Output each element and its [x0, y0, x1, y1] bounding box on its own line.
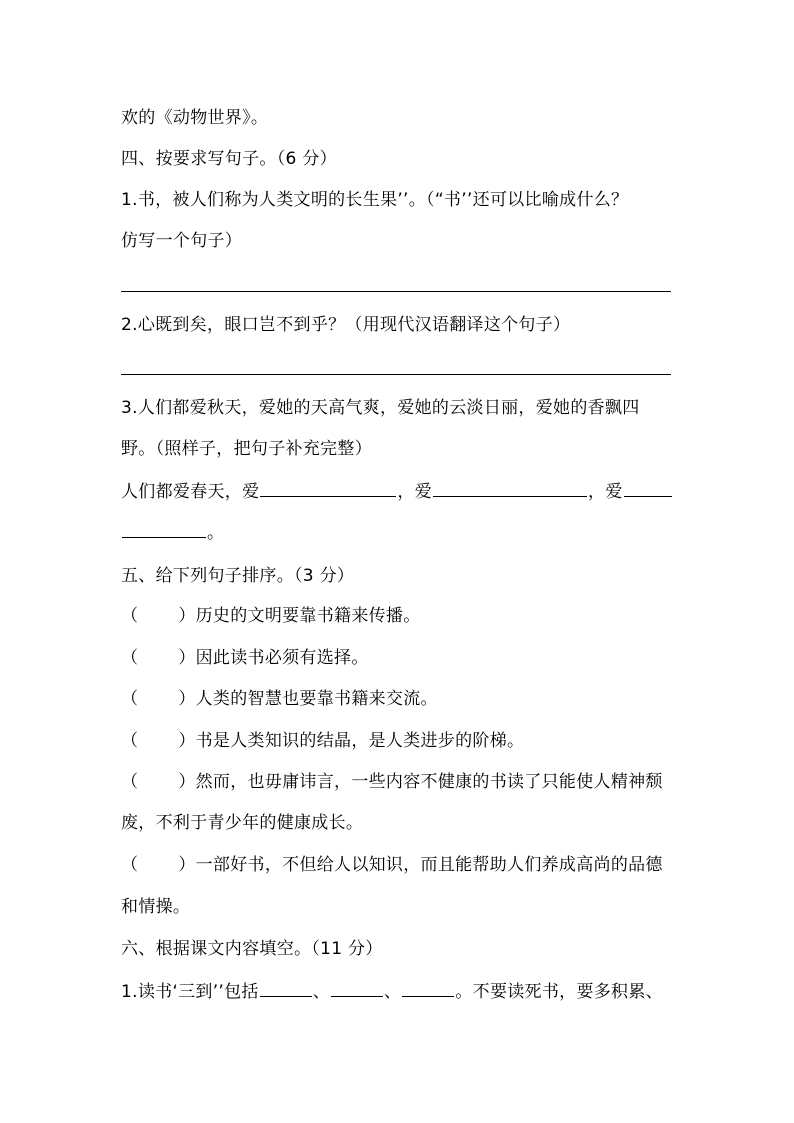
fill-prefix: 1.读书‘三到’’包括	[121, 982, 259, 1002]
order-bracket-open: （	[121, 689, 139, 709]
order-item-4	[121, 729, 524, 753]
answer-line-1[interactable]	[121, 291, 671, 292]
order-bracket-close: ）	[178, 606, 196, 626]
order-item-6	[121, 853, 663, 877]
order-bracket-close: ）	[178, 731, 196, 751]
order-bracket-open: （	[121, 772, 139, 792]
question-6-1-fill-line	[121, 979, 663, 1004]
fill-blank-3[interactable]	[402, 979, 454, 997]
fill-sep: ，爱	[588, 482, 623, 502]
order-item-text: 人类的智慧也要靠书籍来交流。	[195, 689, 438, 709]
question-3-text-cont: 野。（照样子，把句子补充完整）	[121, 439, 372, 459]
order-item-1	[121, 604, 421, 628]
question-1-text-cont: 仿写一个句子）	[121, 231, 243, 251]
fill-sep: 、	[312, 982, 331, 1002]
order-bracket-close: ）	[178, 648, 196, 668]
fill-end: 。	[207, 523, 225, 543]
fill-blank-3[interactable]	[624, 479, 672, 497]
order-item-text: 因此读书必须有选择。	[195, 648, 369, 668]
question-1-text: 1.书，被人们称为人类文明的长生果’’。（“书’’还可以比喻成什么？	[121, 190, 629, 210]
order-bracket-open: （	[121, 731, 139, 751]
order-bracket-close: ）	[178, 855, 196, 875]
text-line: 欢的《动物世界》。	[121, 108, 269, 128]
order-item-3	[121, 687, 438, 711]
order-item-text: 一部好书，不但给人以知识，而且能帮助人们养成高尚的品德	[195, 855, 663, 875]
fill-blank-1[interactable]	[260, 979, 312, 997]
fill-sep: ，爱	[397, 482, 433, 502]
order-item-6-cont: 和情操。	[121, 897, 191, 917]
order-bracket-open: （	[121, 606, 139, 626]
order-item-text: 然而，也毋庸讳言，一些内容不健康的书读了只能使人精神颓	[195, 772, 663, 792]
order-item-5-cont: 废，不利于青少年的健康成长。	[121, 813, 364, 833]
order-bracket-open: （	[121, 855, 139, 875]
order-bracket-open: （	[121, 648, 139, 668]
section-four-heading: 四、按要求写句子。（6 分）	[121, 149, 337, 169]
fill-sep: 、	[384, 982, 402, 1002]
fill-blank-3-cont[interactable]	[122, 520, 206, 538]
fill-blank-1[interactable]	[260, 479, 396, 497]
order-item-text: 书是人类知识的结晶，是人类进步的阶梯。	[195, 731, 525, 751]
answer-line-2[interactable]	[121, 374, 671, 375]
order-bracket-close: ）	[178, 772, 196, 792]
fill-blank-2[interactable]	[331, 979, 383, 997]
order-bracket-close: ）	[178, 689, 196, 709]
fill-blank-2[interactable]	[433, 479, 587, 497]
fill-prefix: 人们都爱春天，爱	[121, 482, 260, 502]
question-3-fill-line-cont	[121, 520, 224, 545]
order-item-2	[121, 646, 369, 670]
question-2-text: 2.心既到矣，眼口岂不到乎？（用现代汉语翻译这个句子）	[121, 315, 571, 335]
fill-suffix: 。不要读死书，要多积累、	[455, 982, 663, 1002]
order-item-text: 历史的文明要靠书籍来传播。	[195, 606, 421, 626]
section-five-heading: 五、给下列句子排序。（3 分）	[121, 566, 355, 586]
order-item-5	[121, 770, 663, 794]
section-six-heading: 六、根据课文内容填空。（11 分）	[121, 939, 383, 959]
question-3-fill-line	[121, 479, 673, 504]
question-3-text: 3.人们都爱秋天，爱她的天高气爽，爱她的云淡日丽，爱她的香飘四	[121, 398, 640, 418]
